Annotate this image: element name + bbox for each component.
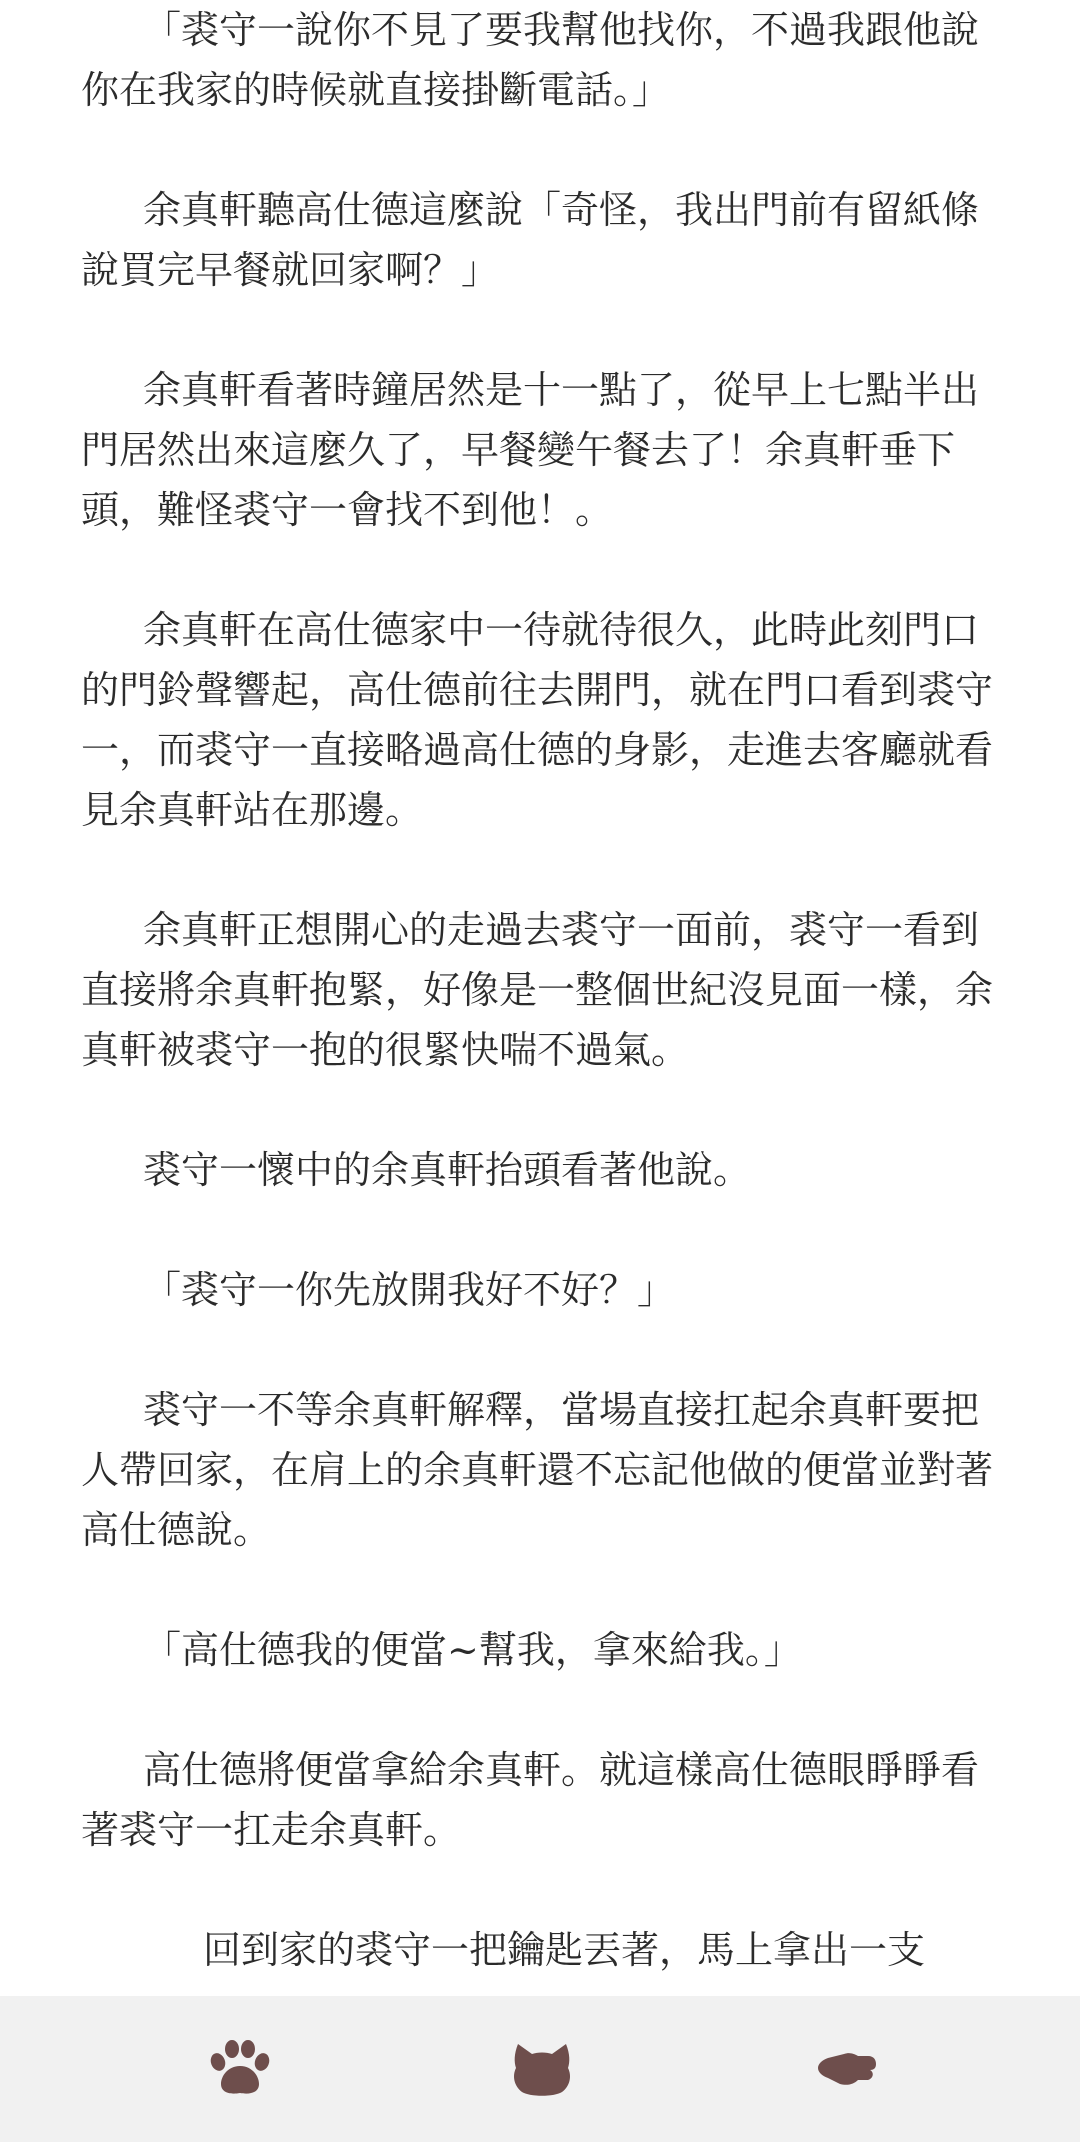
paragraph: 「裘守一說你不見了要我幫他找你，不過我跟他說你在我家的時候就直接掛斷電話。」	[81, 8, 980, 112]
paragraph-gap	[81, 1680, 1011, 1740]
paragraph-gap	[81, 300, 1011, 360]
cat-head-icon	[510, 2038, 574, 2098]
paw-button[interactable]	[204, 2032, 276, 2104]
paragraph: 「高仕德我的便當~幫我，拿來給我。」	[143, 1628, 802, 1672]
paragraph: 余真軒聽高仕德這麼說「奇怪，我出門前有留紙條說買完早餐就回家啊？」	[81, 188, 980, 292]
paragraph: 余真軒看著時鐘居然是十一點了，從早上七點半出門居然出來這麼久了，早餐變午餐去了！余真軒垂下頭，難怪裘守一會找不到他！。	[81, 368, 980, 532]
paragraph: 裘守一不等余真軒解釋，當場直接扛起余真軒要把人帶回家，在肩上的余真軒還不忘記他做的便當並對著高仕德說。	[81, 1388, 994, 1552]
paw-icon	[208, 2038, 272, 2098]
paragraph: 回到家的裘守一把鑰匙丟著，馬上拿出一支	[203, 1928, 926, 1972]
paragraph-gap	[81, 1860, 1011, 1920]
paragraph: 高仕德將便當拿給余真軒。就這樣高仕德眼睜睜看著裘守一扛走余真軒。	[81, 1748, 980, 1852]
bottom-navigation-bar	[0, 1996, 1080, 2142]
back-pointer-icon	[814, 2038, 878, 2098]
paragraph-gap	[81, 1200, 1011, 1260]
chapter-content	[81, 0, 1011, 1996]
paragraph: 余真軒在高仕德家中一待就待很久，此時此刻門口的門鈴聲響起，高仕德前往去開門，就在門口看到裘守一，而裘守一直接略過高仕德的身影，走進去客廳就看見余真軒站在那邊。	[81, 608, 994, 832]
back-button[interactable]	[810, 2032, 882, 2104]
paragraph-gap	[81, 840, 1011, 900]
paragraph: 裘守一懷中的余真軒抬頭看著他說。	[143, 1148, 752, 1192]
paragraph: 余真軒正想開心的走過去裘守一面前，裘守一看到直接將余真軒抱緊，好像是一整個世紀沒見面一樣，余真軒被裘守一抱的很緊快喘不過氣。	[81, 908, 994, 1072]
paragraph-gap	[81, 120, 1011, 180]
cat-head-button[interactable]	[506, 2032, 578, 2104]
paragraph-gap	[81, 1560, 1011, 1620]
paragraph-gap	[81, 1080, 1011, 1140]
paragraph-gap	[81, 540, 1011, 600]
paragraph: 「裘守一你先放開我好不好？」	[143, 1268, 676, 1312]
paragraph-gap	[81, 1320, 1011, 1380]
